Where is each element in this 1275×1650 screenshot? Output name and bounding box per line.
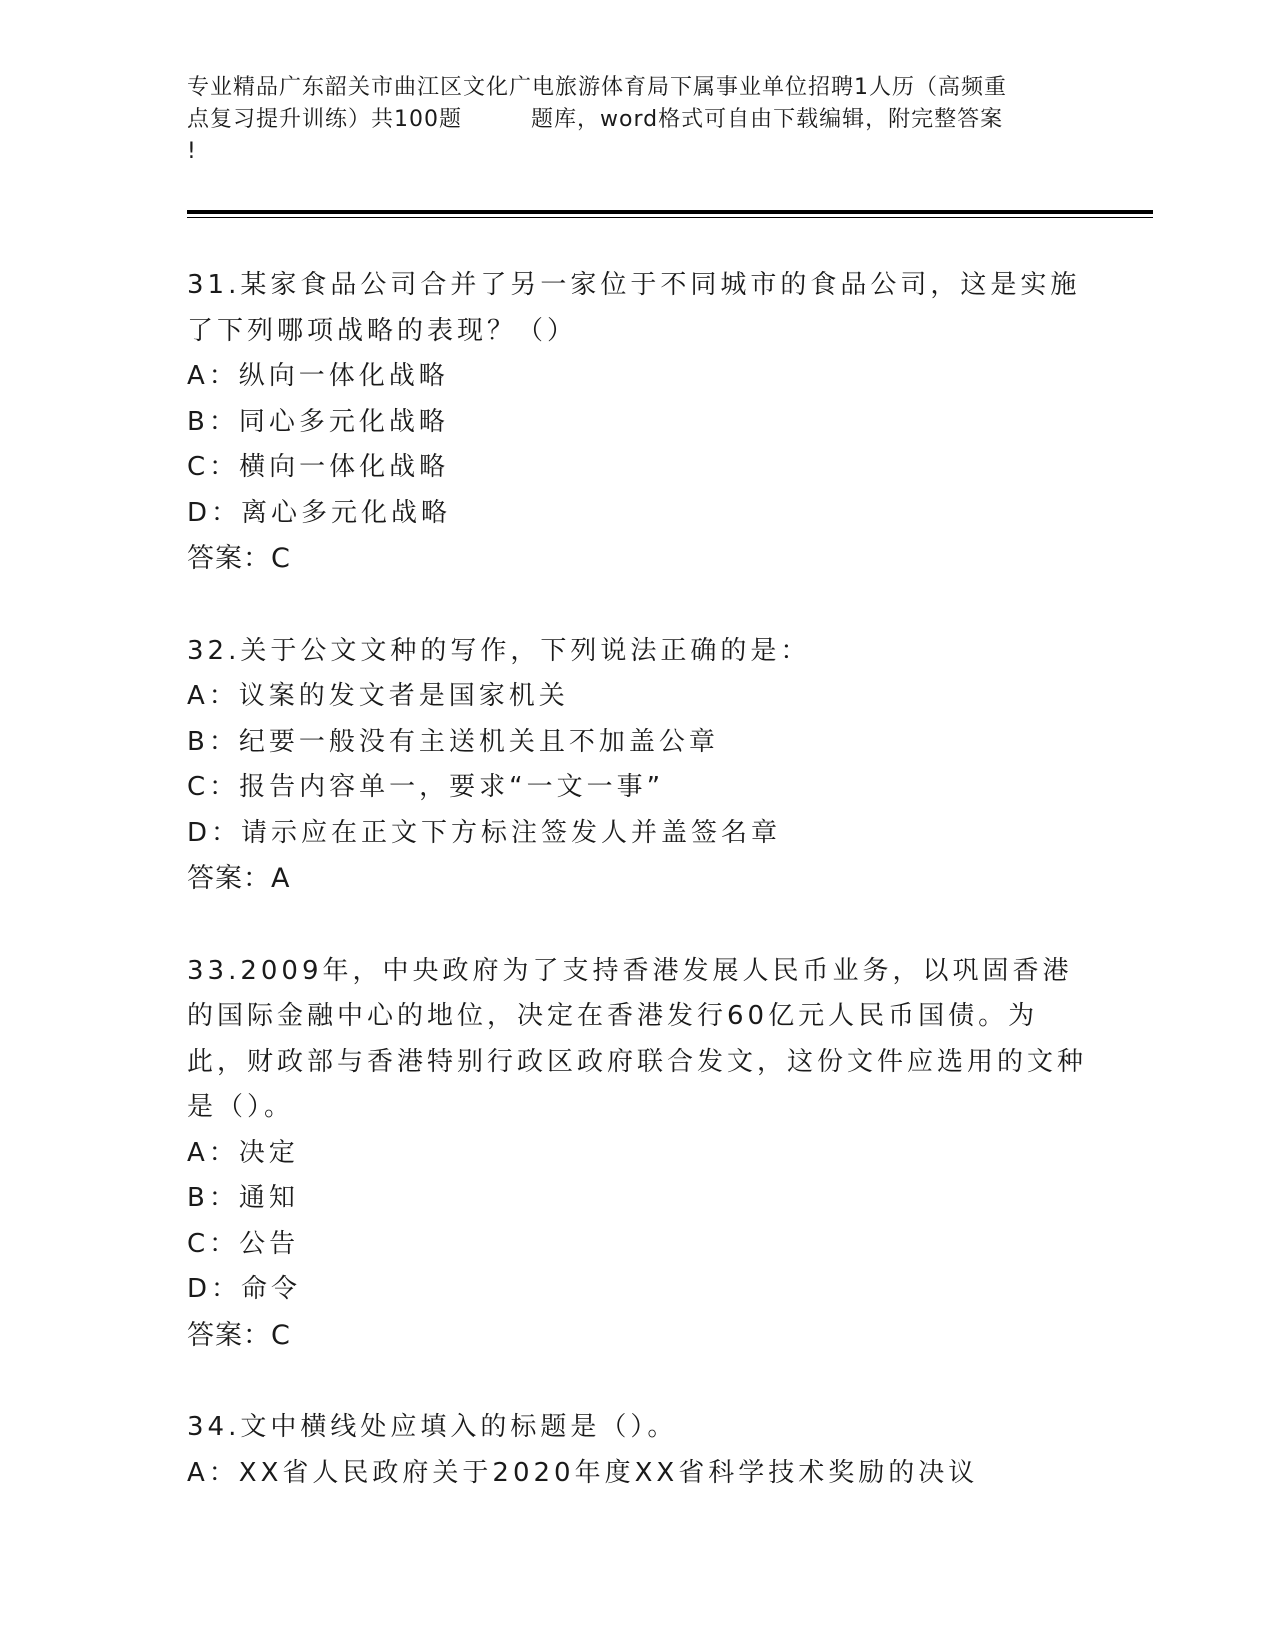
question-stem: 34.文中横线处应填入的标题是（）。 bbox=[187, 1412, 678, 1442]
option-c: C：报告内容单一，要求“一文一事” bbox=[187, 772, 665, 802]
header-divider-thick bbox=[187, 210, 1153, 214]
header-divider-thin bbox=[187, 217, 1153, 218]
option-b: B：同心多元化战略 bbox=[187, 406, 449, 437]
option-a: A：纵向一体化战略 bbox=[187, 361, 449, 391]
question-stem: 33.2009年，中央政府为了支持香港发展人民币业务，以巩固香港的国际金融中心的地位，决定在香港发行60亿元人民币国债。为此，财政部与香港特别行政区政府联合发文，这份文件应选用的文种是（）。 bbox=[187, 955, 1088, 1122]
option-a: A：决定 bbox=[187, 1137, 299, 1168]
question-list bbox=[187, 263, 1087, 1543]
header-line-1: 专业精品广东韶关市曲江区文化广电旅游体育局下属事业单位招聘1人历（高频重 bbox=[187, 75, 1007, 100]
question-31 bbox=[187, 263, 1087, 582]
answer-line: 答案：A bbox=[187, 863, 291, 894]
question-stem: 31.某家食品公司合并了另一家位于不同城市的食品公司，这是实施了下列哪项战略的表现？（） bbox=[187, 270, 1081, 346]
document-header bbox=[187, 72, 1087, 168]
question-33 bbox=[187, 949, 1087, 1359]
header-line-2: 点复习提升训练）共100题 题库，word格式可自由下载编辑，附完整答案 bbox=[187, 107, 1004, 132]
header-line-3: ! bbox=[187, 139, 197, 164]
option-c: C：公告 bbox=[187, 1228, 300, 1259]
answer-line: 答案：C bbox=[187, 1319, 291, 1351]
option-a: A：议案的发文者是国家机关 bbox=[187, 681, 569, 711]
option-d: D：请示应在正文下方标注签发人并盖签名章 bbox=[187, 817, 782, 848]
option-b: B：通知 bbox=[187, 1183, 299, 1213]
question-32 bbox=[187, 629, 1087, 902]
question-34 bbox=[187, 1405, 1087, 1496]
option-d: D：命令 bbox=[187, 1274, 302, 1304]
option-d: D：离心多元化战略 bbox=[187, 497, 452, 528]
option-b: B：纪要一般没有主送机关且不加盖公章 bbox=[187, 726, 719, 757]
answer-line: 答案：C bbox=[187, 543, 291, 574]
question-stem: 32.关于公文文种的写作，下列说法正确的是： bbox=[187, 635, 811, 666]
option-c: C：横向一体化战略 bbox=[187, 452, 450, 482]
option-a: A：XX省人民政府关于2020年度XX省科学技术奖励的决议 bbox=[187, 1457, 979, 1488]
